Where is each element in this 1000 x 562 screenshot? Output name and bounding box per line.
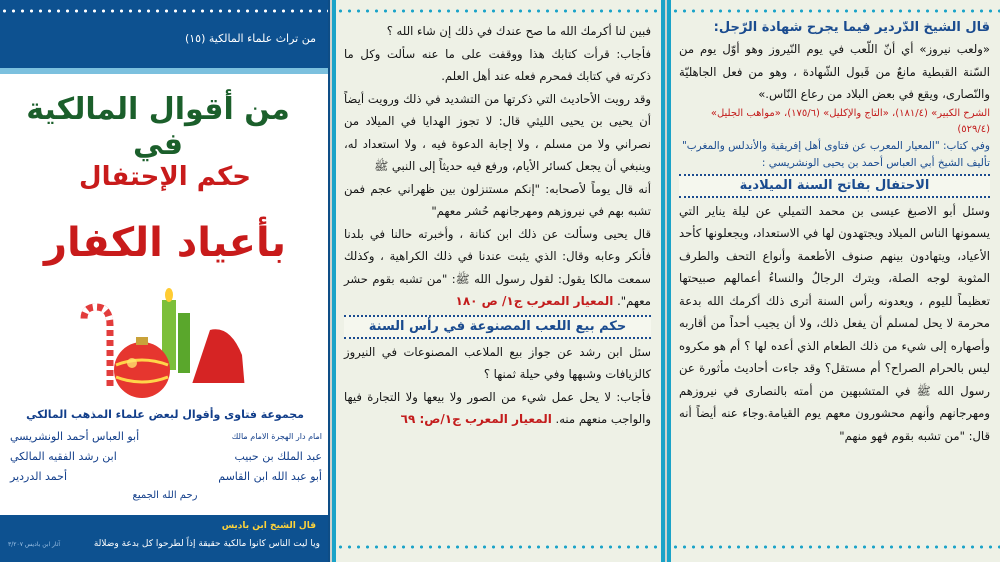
dotted-border bbox=[336, 8, 661, 14]
christmas-decorations-illustration bbox=[70, 285, 250, 400]
paragraph: فأجاب: قرأت كتابك هذا ووقفت على ما عنه سألت وكل ما ذكرته في كتابك فمحرم فعله عند أهل العلم. bbox=[344, 46, 651, 83]
series-title: من تراث علماء المالكية (١٥) bbox=[184, 32, 316, 45]
paragraph: «ولعب نيروز» أي أنّ اللّعب في يوم النّيروز وهو أوّل يوم من السّنة القبطية مانعٌ من قَبول الشّهادة ، وهو من فعل الجاهليّة والنّصارى، ويقع في بعض البلاد من رعاع النّاس.» bbox=[679, 42, 990, 101]
dotted-border bbox=[0, 8, 330, 14]
scholars-row bbox=[10, 466, 322, 486]
cover-bottom-band bbox=[0, 515, 330, 562]
paragraph: قال يحيى وسألت عن ذلك ابن كنانة ، وأخبرته حالنا في بلدنا فأنكر وعابه وقال: الذي يثبت عندنا في ذلك الكراهية ، وكذلك سمعت مالكا يقول: لقول رسول الله ﷺ: "من تشبه بقوم حشر معهم". bbox=[344, 226, 651, 308]
scholar-name: أحمد الدردير bbox=[10, 469, 68, 483]
cover-title-line1: من أقوال المالكية في bbox=[26, 92, 290, 162]
scholars-row bbox=[10, 426, 322, 446]
cover-subtitle: مجموعة فتاوى وأقوال لبعض علماء المذهب المالكي bbox=[26, 408, 304, 421]
reference: المعيار المعرب ج١/ص: ٦٩ bbox=[400, 412, 552, 426]
cover-title-line3: بأعياد الكفار bbox=[44, 220, 286, 266]
scholar-name: ابن رشد الفقيه المالكي bbox=[10, 449, 117, 463]
source-line: وفي كتاب: "المعيار المعرب عن فتاوى أهل إفريقية والأندلس والمغرب" تأليف الشيخ أبي العباس أحمد بن يحيى الونشريسي : bbox=[681, 139, 990, 169]
cover-stripe bbox=[0, 68, 330, 74]
paragraph: فبين لنا أكرمك الله ما صح عندك في ذلك إن شاء الله ؟ bbox=[386, 24, 651, 38]
right-text bbox=[679, 18, 990, 542]
cover-panel bbox=[0, 0, 330, 562]
middle-panel bbox=[332, 0, 665, 562]
paragraph-with-ref bbox=[344, 223, 651, 313]
right-panel bbox=[667, 0, 1000, 562]
quote-author: قال الشيخ ابن باديس bbox=[221, 521, 316, 531]
reference: الشرح الكبير» (١٨١/٤)، «التاج والإكليل» (١٧٥/٦)، «مواهب الجليل» (٥٢٩/٤) bbox=[710, 107, 990, 135]
paragraph: سئل ابن رشد عن جواز بيع الملاعب المصنوعات في النيروز كالزيافات وشبهها وفي حيلة ثمنها ؟ bbox=[344, 344, 651, 381]
quote-text: ويا ليت الناس كانوا مالكية حقيقة إذاً لطرحوا كل بدعة وضلالة bbox=[93, 539, 320, 549]
section-heading: قال الشيخ الدّردير فيما يجرح شهادة الرّجل: bbox=[713, 20, 990, 35]
scholars-row bbox=[10, 446, 322, 466]
quote-source: آثار ابن باديس ٣/٢٠٧ bbox=[8, 541, 61, 548]
cover-top-band bbox=[0, 0, 330, 68]
section-heading: حكم بيع اللعب المصنوعة في رأس السنة bbox=[344, 315, 651, 339]
scholar-name: عبد الملك بن حبيب bbox=[234, 449, 322, 463]
scholar-name: أبو العباس أحمد الونشريسي bbox=[10, 429, 140, 443]
dotted-border bbox=[671, 8, 1000, 14]
paragraph: وسئل أبو الاصبغ عيسى بن محمد التميلي عن ليلة يناير التي يسمونها الناس الميلاد ويجتهدون لها في الاستعداد، ويجعلونها كأحد الأعياد، ويتهادون بينهم صنوف الأطعمة وأنواع التحف والطرف المثوبة لوجه الصلة، ويترك الرجالُ والنساءُ أعمالهم صبيحتها تعظيماً لليوم ، ويعدونه رأس السنة أترى ذلك أكرمك الله بدعة محرمة لا يحل لمسلم أن يفعل ذلك، ولا أن يجيب أحداً من أقاربه وأصهاره إلى شيء من ذلك الطعام الذي أعده لها ؟ أم هو مكروه ليس بالحرام الصراح؟ أم مستقل؟ وقد جاءت أحاديث مأثورة عن رسول الله ﷺ في المتشبهين من أمته بالنصارى في نيروزهم ومهرجانهم وأنهم محشورون معهم يوم القيامة.وجاء عنه أيضاً أنه قال: "من تشبه بقوم فهو منهم" bbox=[679, 203, 990, 443]
paragraph: فأجاب: لا يحل عمل شيء من الصور ولا بيعها ولا التجارة فيها والواجب منعهم منه. bbox=[344, 389, 651, 426]
cover-title-line2: حكم الإحتفال bbox=[79, 162, 251, 192]
paragraph: أنه قال يوماً لأصحابه: "إنكم مستنزلون بين ظهراني عجم فمن تشبه بهم في نيروزهم ومهرجانهم حُشر معهم" bbox=[344, 181, 651, 218]
reference: المعيار المعرب ج١/ ص ١٨٠ bbox=[455, 294, 614, 308]
mercy-line: رحم الله الجميع bbox=[132, 490, 198, 501]
paragraph-with-ref bbox=[344, 386, 651, 431]
middle-text bbox=[344, 20, 651, 542]
section-heading: الاحتفال بفاتح السنة الميلادية bbox=[679, 174, 990, 198]
paragraph: وقد رويت الأحاديث التي ذكرتها من التشديد في ذلك ورويت أيضاً أن يحيى بن يحيى الليثي قال: لا تجوز الهدايا في الميلاد من نصراني ولا من مسلم ، ولا إجابة الدعوة فيه ، ولا استعداد له، وينبغي أن يجعل كسائر الأيام، ورفع فيه حديثاً إلى النبي ﷺ bbox=[344, 91, 651, 173]
scholar-name: أبو عبد الله ابن القاسم bbox=[218, 469, 322, 483]
scholar-name: امام دار الهجرة الامام مالك bbox=[231, 431, 322, 441]
scholars-list bbox=[10, 426, 322, 486]
dotted-border bbox=[336, 544, 661, 550]
dotted-border bbox=[671, 544, 1000, 550]
